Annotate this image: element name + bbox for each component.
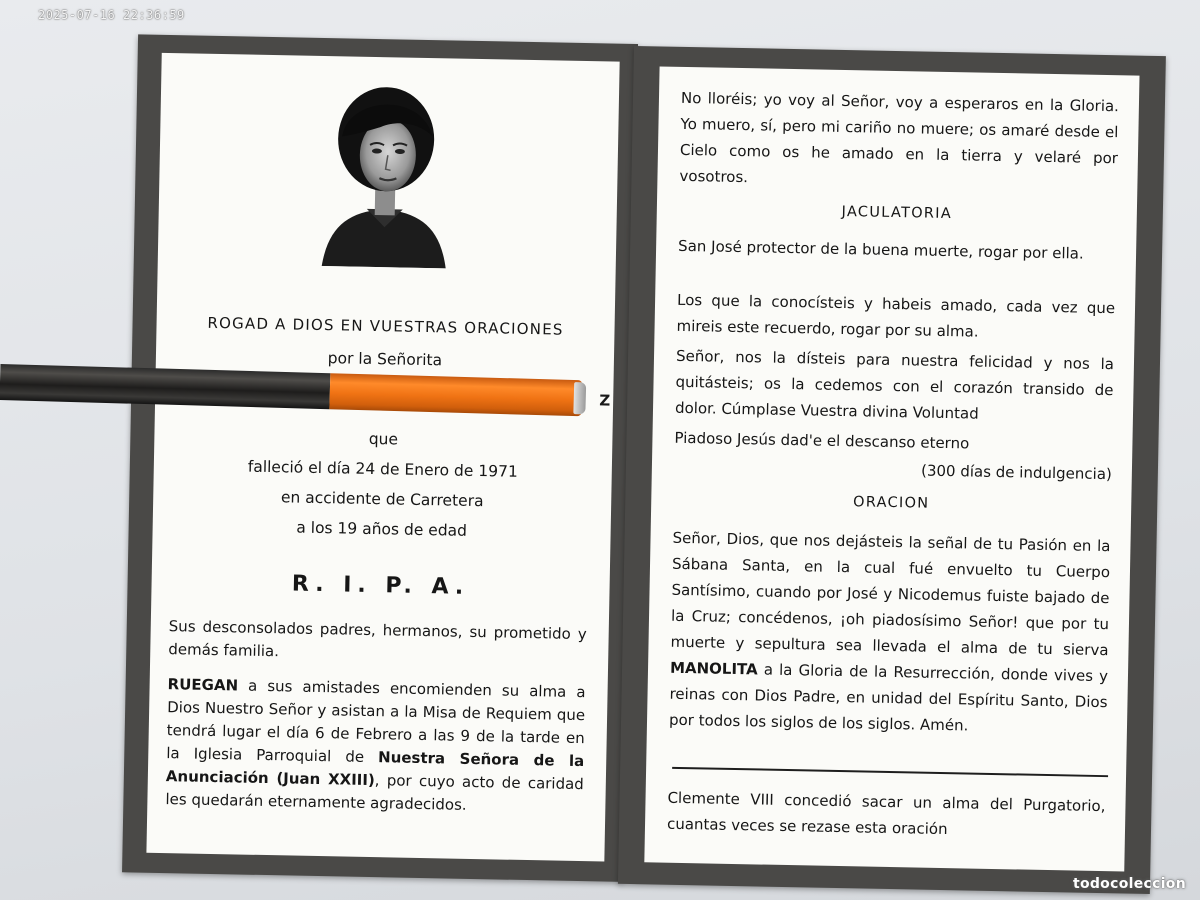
pencil-orange-end	[329, 373, 582, 416]
age-at-death: a los 19 años de edad	[296, 518, 468, 540]
divider-rule	[672, 767, 1108, 777]
clemente-footer: Clemente VIII concedió sacar un alma del Purgatorio, cuantas veces se rezase esta oración	[666, 788, 1106, 839]
portrait-photo	[318, 76, 454, 268]
jaculatoria-line-2: Los que la conocísteis y habeis amado, cada vez que mireis este recuerdo, rogar por su alma.	[676, 290, 1116, 341]
ruegan-paragraph	[165, 673, 586, 819]
death-date: falleció el día 24 de Enero de 1971	[247, 457, 518, 481]
right-panel	[618, 46, 1166, 894]
oracion-name: MANOLITA	[669, 658, 758, 679]
pencil-cap	[573, 382, 586, 414]
jaculatoria-line-4: Piadoso Jesús dad'e el descanso eterno	[674, 428, 970, 453]
que-word: que	[368, 429, 399, 449]
family-paragraph: Sus desconsolados padres, hermanos, su prometido y demás familia.	[168, 617, 587, 661]
oracion-text-b: a la Gloria de la Resurrección, donde vives y reinas con Dios Padre, en unidad del Espíritu Santo, Dios por todos los siglos de los siglos. Amén.	[668, 660, 1109, 735]
ruegan-word: RUEGAN	[167, 675, 239, 695]
ruegan-text: a sus amistades encomienden su alma a Dios Nuestro Señor y asistan a la Misa de Requiem que tendrá lugar el día 6 de Febrero a las 9 de la tarde en la Iglesia Parroquial de	[166, 676, 586, 767]
death-cause: en accidente de Carretera	[280, 488, 484, 511]
oracion-title: ORACION	[852, 494, 930, 512]
honorific: por la Señorita	[327, 349, 443, 370]
memorial-card	[92, 28, 1173, 896]
church-name: Nuestra Señora de la Anunciación (Juan XXIII)	[165, 748, 585, 790]
right-panel-inner	[644, 66, 1139, 871]
deceased-name-fragment: Z	[599, 391, 612, 410]
photo-timestamp: 2025-07-16 22:36:59	[38, 8, 185, 22]
indulgence-note: (300 días de indulgencia)	[920, 461, 1113, 484]
left-panel-inner	[146, 53, 619, 862]
closing-text: , por cuyo acto de caridad les quedarán eternamente agradecidos.	[165, 771, 584, 814]
ripa-heading: R. I. P. A.	[291, 571, 470, 600]
intro-paragraph: No lloréis; yo voy al Señor, voy a esperaros en la Gloria. Yo muero, sí, pero mi cariño no muere; os amaré desde el Cielo como os he amado en la tierra y velaré por vosotros.	[679, 88, 1120, 187]
jaculatoria-line-3: Señor, nos la dísteis para nuestra felicidad y nos la quitásteis; os la cedemos con el corazón transido de dolor. Cúmplase Vuestra divina Voluntad	[674, 346, 1115, 423]
site-watermark: todocoleccion	[1072, 876, 1186, 892]
jaculatoria-title: JACULATORIA	[841, 203, 953, 223]
jaculatoria-line-1: San José protector de la buena muerte, rogar por ella.	[677, 236, 1084, 263]
oracion-paragraph	[669, 525, 1111, 741]
oracion-text-a: Señor, Dios, que nos dejásteis la señal de tu Pasión en la Sábana Santa, en la cual fué envuelto tu Cuerpo Santísimo, cuando por José y Nicodemus fuiste bajado de la Cruz; concédenos, ¡oh piadosísimo Señor! que por tu muerte y sepultura sea llevada el alma de tu sierva	[670, 528, 1111, 660]
left-panel	[122, 34, 638, 881]
prayer-request-heading: ROGAD A DIOS EN VUESTRAS ORACIONES	[207, 313, 564, 339]
